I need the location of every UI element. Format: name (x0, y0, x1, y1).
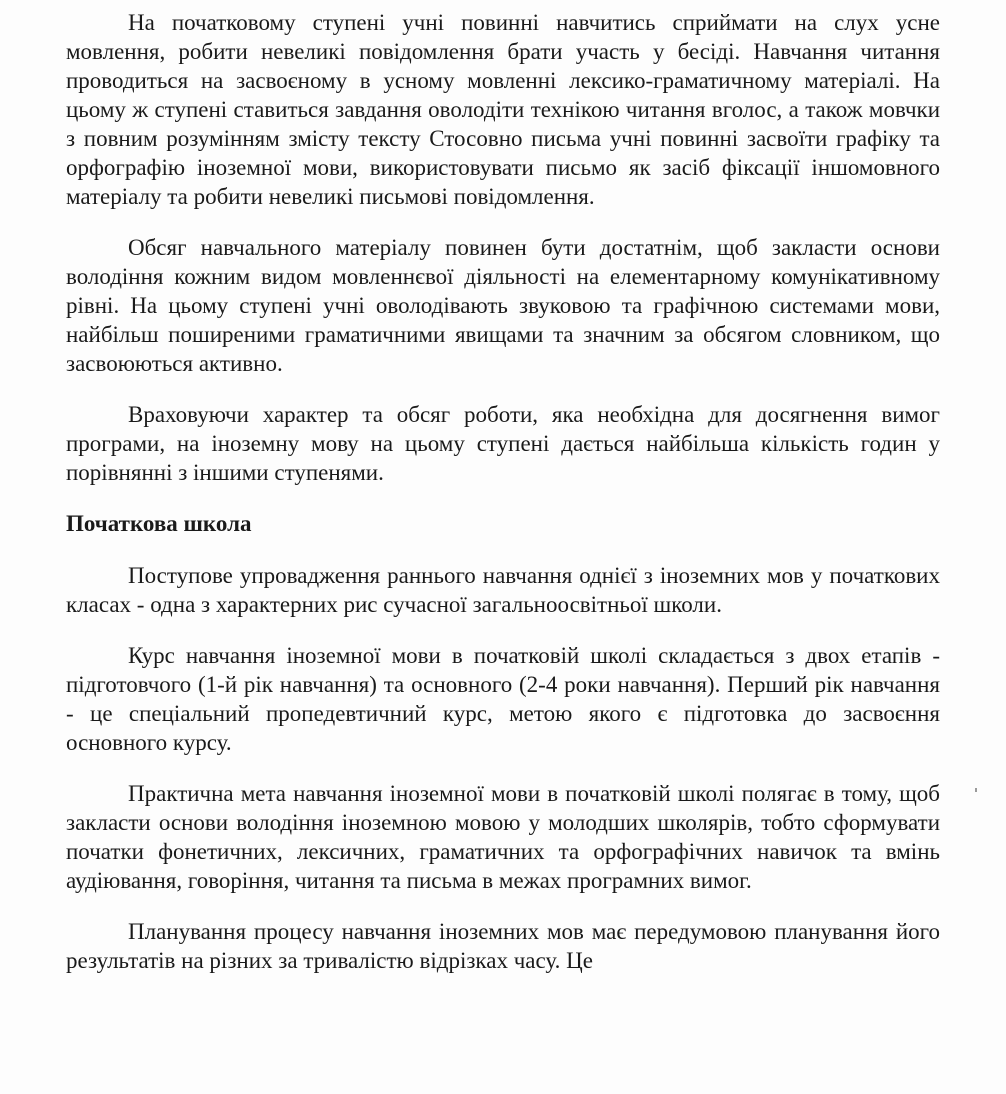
paragraph-course-stages: Курс навчання іноземної мови в початковій школі складається з двох етапів - підготовчого (1-й рік навчання) та основного (2-4 роки навчання). Перший рік навчання - це спеціальний пропедевтичний курс, метою якого є підготовка до засвоєння основного курсу. (66, 643, 940, 755)
paragraph-speaking-reading-writing: На початковому ступені учні повинні навчитись сприймати на слух усне мовлення, робити невеликі повідомлення брати участь у бесіді. Навчання читання проводиться на засвоєному в усному мовленні лексико-граматичному матеріалі. На цьому ж ступені ставиться завдання оволодіти технікою читання вголос, а також мовчки з повним розумінням змісту тексту Стосовно письма учні повинні засвоїти графіку та орфографію іноземної мови, використовувати письмо як засіб фіксації іншомовного матеріалу та робити невеликі письмові повідомлення. (66, 10, 940, 209)
paragraph-early-learning: Поступове упровадження раннього навчання однієї з іноземних мов у початкових класах - одна з характерних рис сучасної загальноосвітньої школи. (66, 563, 940, 617)
paragraph-hours: Враховуючи характер та обсяг роботи, яка необхідна для досягнення вимог програми, на іноземну мову на цьому ступені дається найбільша кількість годин у порівнянні з іншими ступенями. (66, 402, 940, 485)
scan-margin-mark (975, 788, 977, 792)
document-body (66, 8, 940, 997)
paragraph-planning: Планування процесу навчання іноземних мов має передумовою планування його результатів на різних за тривалістю відрізках часу. Це (66, 919, 940, 973)
paragraph-material-volume: Обсяг навчального матеріалу повинен бути достатнім, щоб закласти основи володіння кожним видом мовленнєвої діяльності на елементарному комунікативному рівні. На цьому ступені учні оволодівають звуковою та графічною системами мови, найбільш поширеними граматичними явищами та значним за обсягом словником, що засвоюються активно. (66, 235, 940, 376)
paragraph-practical-goal: Практична мета навчання іноземної мови в початковій школі полягає в тому, щоб закласти основи володіння іноземною мовою у молодших школярів, тобто сформувати початки фонетичних, лексичних, граматичних та орфографічних навичок та вмінь аудіювання, говоріння, читання та письма в межах програмних вимог. (66, 781, 940, 893)
section-heading-primary-school: Початкова школа (66, 511, 252, 536)
